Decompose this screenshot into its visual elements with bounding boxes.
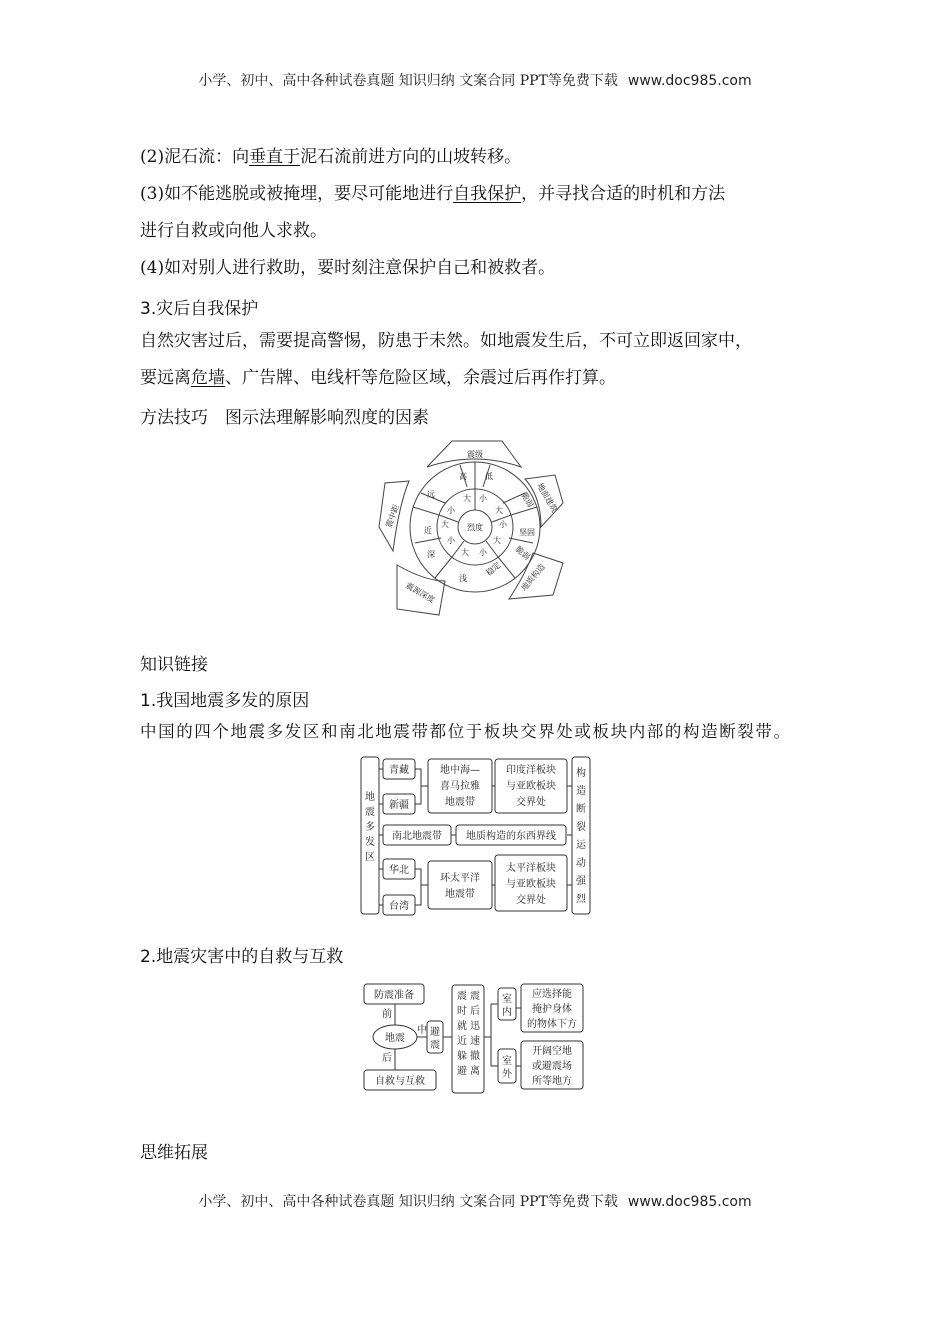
- label-large: 大: [495, 506, 503, 515]
- footer-url[interactable]: www.doc985.com: [627, 1194, 752, 1210]
- region-huabei: 华北: [389, 865, 409, 876]
- paragraph-post-disaster: 自然灾害过后，需要提高警惕，防患于未然。如地震发生后，不可立即返回家中，: [140, 331, 752, 351]
- label-fragile-building: 脆弱: [519, 490, 536, 509]
- label-intensity: 烈度: [467, 523, 483, 532]
- region-ns-belt: 南北地震带: [392, 831, 442, 842]
- right-char: 断: [576, 804, 586, 815]
- left-char: 区: [365, 852, 375, 863]
- plate2-line: 交界处: [516, 895, 546, 906]
- principle-char: 时: [457, 1006, 467, 1017]
- principle-char: 震: [457, 991, 467, 1002]
- region-taiwan: 台湾: [389, 901, 409, 912]
- belt1-line: 地震带: [445, 797, 475, 808]
- label-epicentral-distance: 震中距: [384, 503, 401, 529]
- right-char: 强: [576, 876, 586, 887]
- ns-desc: 地质构造的东西界线: [466, 831, 556, 842]
- indoor-desc-line: 掩护身体: [532, 1004, 572, 1015]
- right-char: 烈: [576, 894, 586, 905]
- label-prep: 防震准备: [374, 990, 414, 1001]
- principle-char: 撤: [470, 1051, 480, 1062]
- plate2-line: 太平洋板块: [506, 863, 556, 874]
- text: 、广告牌、电线杆等危险区域，余震过后再作打算。: [225, 368, 616, 388]
- label-solid: 坚固: [519, 528, 535, 537]
- right-char: 运: [576, 840, 586, 851]
- underlined-answer: 自我保护: [453, 184, 522, 204]
- principle-char: 速: [470, 1036, 480, 1047]
- indoor-char: 室: [502, 994, 512, 1005]
- principle-char: 迅: [470, 1021, 480, 1032]
- principle-char: 近: [457, 1036, 467, 1047]
- paragraph-cause: 中国的四个地震多发区和南北地震带都位于板块交界处或板块内部的构造断裂带。: [140, 722, 792, 741]
- plate1-line: 印度洋板块: [506, 765, 556, 776]
- outdoor-char: 室: [502, 1056, 512, 1067]
- indoor-char: 内: [502, 1007, 512, 1018]
- box-right: [572, 757, 590, 914]
- right-char: 动: [576, 858, 586, 869]
- label-large: 大: [493, 536, 501, 545]
- intensity-wheel-diagram: [375, 435, 575, 620]
- label-small: 小: [479, 494, 487, 503]
- underlined-answer: 危墙: [191, 368, 225, 388]
- right-char: 造: [576, 786, 586, 797]
- right-char: 构: [576, 768, 586, 779]
- text: 泥石流前进方向的山坡转移。: [300, 147, 522, 167]
- plate1-line: 与亚欧板块: [506, 781, 556, 792]
- earthquake-cause-diagram: [358, 754, 594, 918]
- label-magnitude: 震级: [467, 450, 483, 459]
- label-stable: 稳定: [484, 560, 503, 578]
- label-large: 大: [463, 494, 471, 503]
- heading-thinking: 思维拓展: [140, 1143, 208, 1163]
- label-large: 大: [461, 548, 469, 557]
- avoid-char: 避: [430, 1027, 440, 1038]
- label-far: 远: [427, 490, 435, 499]
- heading-post-disaster: 3.灾后自我保护: [140, 299, 259, 319]
- indoor-desc-line: 的物体下方: [527, 1019, 577, 1030]
- text: 要远离: [140, 368, 191, 388]
- paragraph-rescue-others: (4)如对别人进行救助，要时刻注意保护自己和被救者。: [140, 258, 556, 278]
- label-small: 小: [479, 548, 487, 557]
- heading-method: 方法技巧 图示法理解影响烈度的因素: [140, 408, 429, 428]
- footer-text: 小学、初中、高中各种试卷真题 知识归纳 文案合同 PPT等免费下载: [198, 1194, 618, 1210]
- label-before: 前: [382, 1009, 392, 1020]
- label-quake: 地震: [385, 1033, 405, 1044]
- principle-char: 躲: [457, 1051, 467, 1062]
- principle-char: 离: [470, 1066, 480, 1077]
- principle-char: 后: [470, 1006, 480, 1017]
- label-rescue: 自救与互救: [375, 1076, 425, 1087]
- label-small: 小: [447, 536, 455, 545]
- text: (3)如不能逃脱或被掩埋，要尽可能地进行: [140, 184, 454, 204]
- avoid-char: 震: [430, 1040, 440, 1051]
- label-after: 后: [382, 1053, 392, 1064]
- label-geology: 地质构造: [519, 562, 547, 593]
- outdoor-desc-line: 所等地方: [532, 1076, 572, 1087]
- paragraph-debris-flow: [140, 147, 521, 167]
- plate2-line: 与亚欧板块: [506, 879, 556, 890]
- left-char: 震: [365, 807, 375, 818]
- label-ground-buildings: 地面建筑: [535, 481, 560, 514]
- belt1-line: 喜马拉雅: [440, 781, 480, 792]
- underlined-answer: 垂直于: [249, 147, 301, 167]
- text: (2)泥石流：向: [140, 147, 250, 167]
- region-xinjiang: 新疆: [389, 800, 409, 811]
- label-near: 近: [424, 526, 432, 535]
- box-belt2: [428, 861, 492, 909]
- left-char: 多: [365, 822, 375, 833]
- paragraph-self-protection: [140, 184, 725, 204]
- heading-knowledge-link: 知识链接: [140, 655, 208, 675]
- left-char: 地: [365, 792, 375, 803]
- heading-rescue: 2.地震灾害中的自救与互救: [140, 947, 344, 967]
- page-header: [0, 70, 950, 90]
- belt2-line: 地震带: [445, 889, 475, 900]
- self-rescue-diagram: [361, 979, 587, 1097]
- paragraph-avoid-danger: [140, 368, 616, 388]
- indoor-desc-line: 应选择能: [532, 989, 572, 1000]
- principle-char: 震: [470, 991, 480, 1002]
- belt2-line: 环太平洋: [440, 873, 480, 884]
- outdoor-desc-line: 开阔空地: [532, 1046, 572, 1057]
- outdoor-desc-line: 或避震场: [532, 1061, 572, 1072]
- page-footer: [0, 1191, 950, 1211]
- label-large: 大: [441, 520, 449, 529]
- principle-char: 就: [457, 1021, 467, 1032]
- header-url[interactable]: www.doc985.com: [627, 73, 752, 89]
- label-high: 高: [459, 472, 467, 481]
- label-small: 小: [499, 520, 507, 529]
- label-deep: 深: [427, 550, 435, 559]
- region-qingzang: 青藏: [389, 765, 409, 776]
- right-char: 裂: [576, 822, 586, 833]
- text: ，并寻找合适的时机和方法: [521, 184, 726, 204]
- principle-char: 避: [457, 1066, 467, 1077]
- left-char: 发: [365, 837, 375, 848]
- box-left: [361, 757, 379, 914]
- label-fragile-geology: 脆弱: [513, 544, 532, 562]
- header-text: 小学、初中、高中各种试卷真题 知识归纳 文案合同 PPT等免费下载: [198, 73, 618, 89]
- label-small: 小: [447, 506, 455, 515]
- heading-cause: 1.我国地震多发的原因: [140, 691, 310, 711]
- label-low: 低: [485, 472, 493, 481]
- label-during: 中: [417, 1025, 427, 1036]
- label-shallow: 浅: [459, 574, 467, 583]
- paragraph-continued: 进行自救或向他人求救。: [140, 221, 327, 241]
- plate1-line: 交界处: [516, 797, 546, 808]
- outdoor-char: 外: [502, 1069, 512, 1080]
- label-focal-depth: 震源深度: [404, 580, 437, 605]
- belt1-line: 地中海—: [440, 765, 480, 776]
